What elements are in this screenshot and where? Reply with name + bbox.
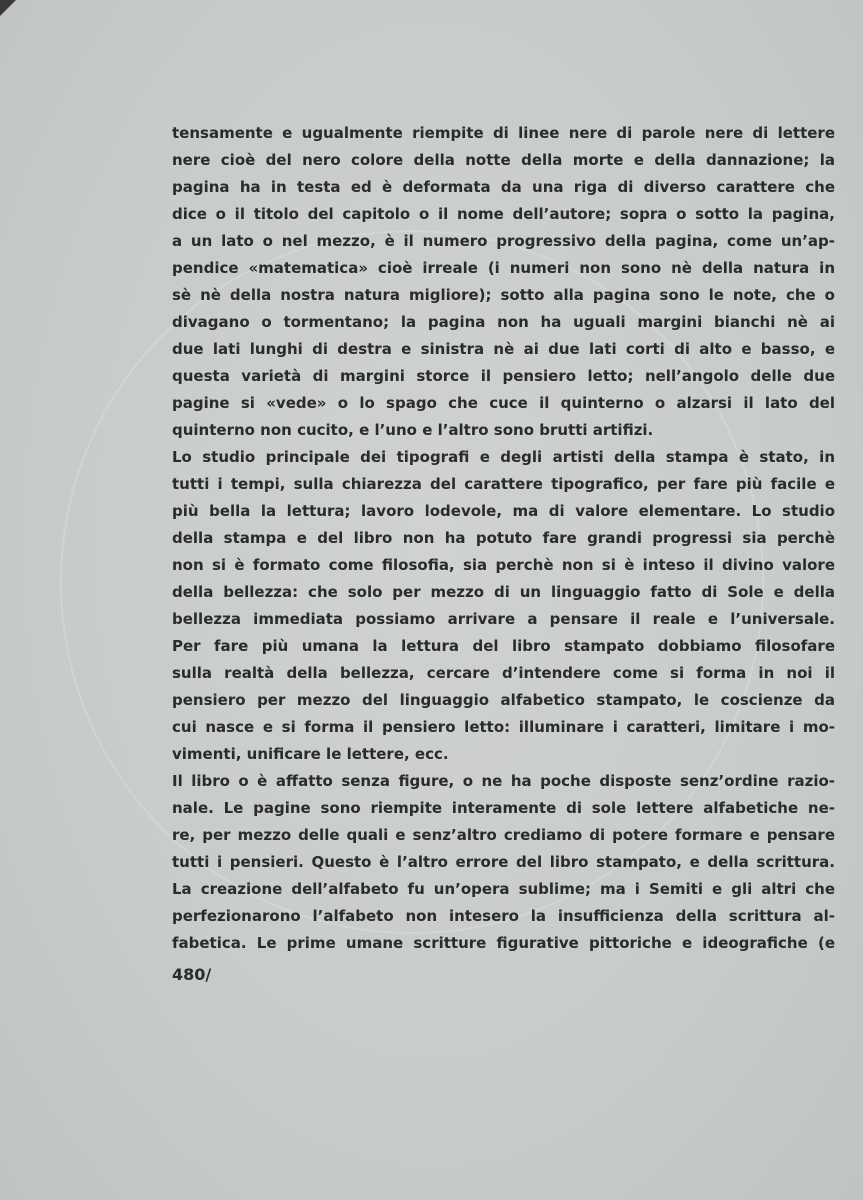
text-line: quinterno non cucito, e l’uno e l’altro sono brutti artifizi. xyxy=(172,421,654,439)
text-line: a un lato o nel mezzo, è il numero progressivo della pagina, come un’ap- xyxy=(172,232,835,250)
text-line: La creazione dell’alfabeto fu un’opera sublime; ma i Semiti e gli altri che xyxy=(172,880,835,898)
scan-corner-shadow xyxy=(0,0,16,16)
text-line: non si è formato come filosofia, sia perchè non si è inteso il divino valore xyxy=(172,556,835,574)
text-line: dice o il titolo del capitolo o il nome dell’autore; sopra o sotto la pagina, xyxy=(172,205,835,223)
text-line: fabetica. Le prime umane scritture figurative pittoriche e ideografiche (e xyxy=(172,934,835,952)
text-line: sulla realtà della bellezza, cercare d’intendere come si forma in noi il xyxy=(172,664,835,682)
text-line: pagina ha in testa ed è deformata da una riga di diverso carattere che xyxy=(172,178,835,196)
text-line: divagano o tormentano; la pagina non ha uguali margini bianchi nè ai xyxy=(172,313,835,331)
text-line: nale. Le pagine sono riempite interamente di sole lettere alfabetiche ne- xyxy=(172,799,835,817)
text-line: più bella la lettura; lavoro lodevole, ma di valore elementare. Lo studio xyxy=(172,502,835,520)
text-line: pendice «matematica» cioè irreale (i numeri non sono nè della natura in xyxy=(172,259,835,277)
text-line: sè nè della nostra natura migliore); sotto alla pagina sono le note, che o xyxy=(172,286,835,304)
text-line: tutti i tempi, sulla chiarezza del carattere tipografico, per fare più facile e xyxy=(172,475,835,493)
text-line: cui nasce e si forma il pensiero letto: illuminare i caratteri, limitare i mo- xyxy=(172,718,835,736)
text-line: bellezza immediata possiamo arrivare a pensare il reale e l’universale. xyxy=(172,610,835,628)
page-number: 480/ xyxy=(172,965,212,984)
text-line: tutti i pensieri. Questo è l’altro errore del libro stampato, e della scrittura. xyxy=(172,853,835,871)
text-line: re, per mezzo delle quali e senz’altro crediamo di potere formare e pensare xyxy=(172,826,835,844)
text-line: Per fare più umana la lettura del libro stampato dobbiamo filosofare xyxy=(172,637,835,655)
text-line: della bellezza: che solo per mezzo di un linguaggio fatto di Sole e della xyxy=(172,583,835,601)
text-line: pagine si «vede» o lo spago che cuce il quinterno o alzarsi il lato del xyxy=(172,394,835,412)
text-line: pensiero per mezzo del linguaggio alfabetico stampato, le coscienze da xyxy=(172,691,835,709)
text-line: due lati lunghi di destra e sinistra nè ai due lati corti di alto e basso, e xyxy=(172,340,835,358)
text-line: vimenti, unificare le lettere, ecc. xyxy=(172,745,449,763)
text-line: tensamente e ugualmente riempite di linee nere di parole nere di lettere xyxy=(172,124,835,142)
text-line: Lo studio principale dei tipografi e degli artisti della stampa è stato, in xyxy=(172,448,835,466)
text-line: nere cioè del nero colore della notte della morte e della dannazione; la xyxy=(172,151,835,169)
text-line: della stampa e del libro non ha potuto fare grandi progressi sia perchè xyxy=(172,529,835,547)
text-line: Il libro o è affatto senza figure, o ne ha poche disposte senz’ordine razio- xyxy=(172,772,835,790)
text-line: questa varietà di margini storce il pensiero letto; nell’angolo delle due xyxy=(172,367,835,385)
text-line: perfezionarono l’alfabeto non intesero la insufficienza della scrittura al- xyxy=(172,907,835,925)
body-text xyxy=(172,120,835,957)
